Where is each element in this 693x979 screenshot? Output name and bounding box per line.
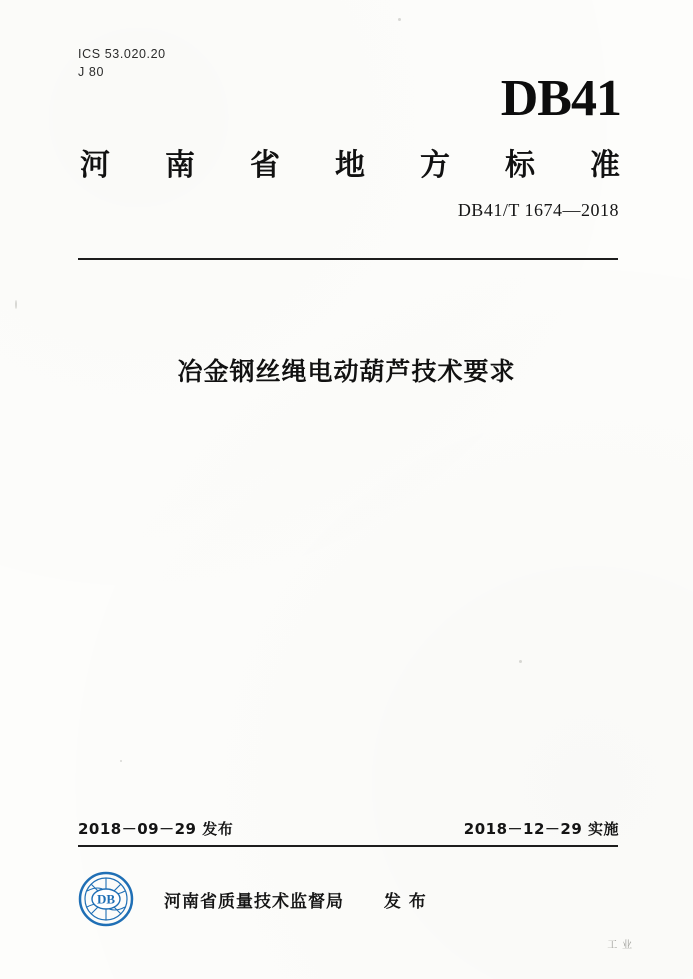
- db-emblem-icon: [78, 871, 134, 927]
- publisher-action: 发 布: [383, 891, 427, 912]
- ics-code: ICS 53.020.20: [78, 47, 166, 61]
- standard-type-char-3: 地: [335, 148, 365, 183]
- standard-type-char-2: 省: [250, 148, 280, 183]
- ics-classification-block: [78, 45, 166, 81]
- header-divider: [78, 258, 618, 260]
- standard-type-char-0: 河: [80, 148, 110, 183]
- standard-mark-db41: DB41: [500, 70, 621, 127]
- issue-date: 2018－09－29 发布: [78, 820, 234, 838]
- standard-number: DB41/T 1674—2018: [457, 200, 619, 220]
- scan-speck: [519, 660, 522, 663]
- corner-watermark: 工 业: [607, 940, 633, 951]
- footer-divider: [78, 845, 618, 847]
- scan-speck: [120, 760, 122, 762]
- publisher-block: [164, 887, 427, 912]
- standard-type-char-5: 标: [505, 148, 535, 183]
- classification-code: J 80: [78, 65, 105, 79]
- publisher-row: [78, 868, 618, 930]
- document-title: 冶金钢丝绳电动葫芦技术要求: [177, 357, 516, 386]
- standard-type-char-6: 准: [590, 148, 620, 183]
- scan-speck: [15, 300, 17, 309]
- effective-date: 2018－12－29 实施: [463, 820, 619, 838]
- standard-type-char-4: 方: [420, 148, 450, 183]
- scan-speck: [398, 18, 401, 21]
- standard-type-char-1: 南: [165, 148, 195, 183]
- publisher-name: 河南省质量技术监督局: [164, 891, 344, 912]
- standard-type-title: [80, 140, 620, 184]
- svg-text:DB: DB: [96, 891, 116, 907]
